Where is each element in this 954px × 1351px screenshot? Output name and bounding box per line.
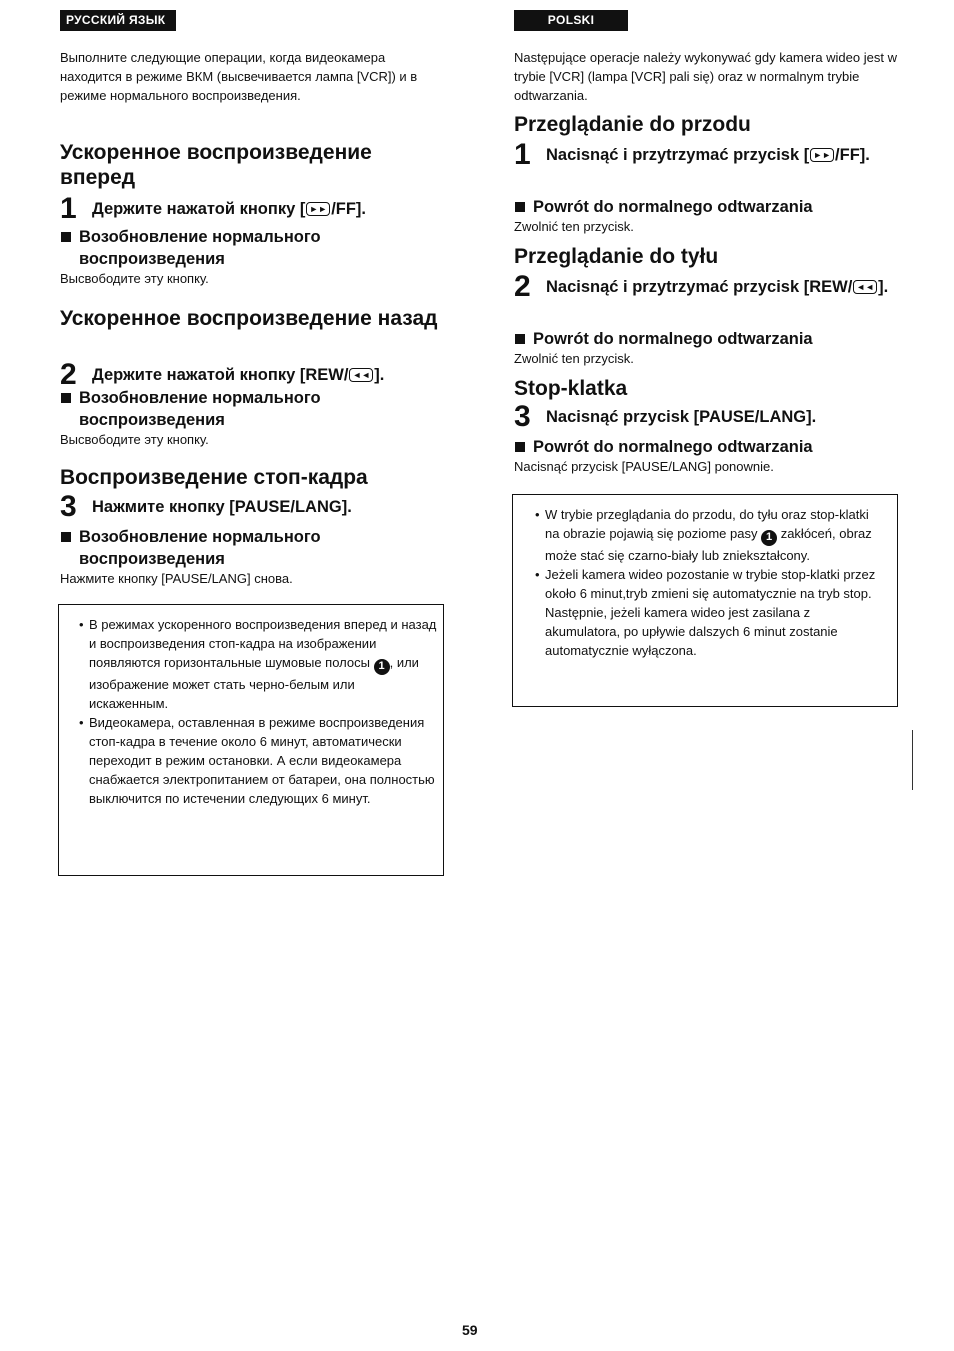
step-2	[514, 270, 900, 303]
resume-block-2	[60, 387, 446, 449]
section-title: Воспроизведение стоп-кадра	[60, 466, 368, 489]
resume-block-1	[60, 226, 446, 288]
section-fast-forward	[514, 112, 900, 137]
step-instruction: Держите нажатой кнопку [REW/ ◄◄ ].	[92, 366, 385, 384]
intro-text: Выполните следующие операции, когда видеокамера находится в режиме ВКМ (высвечивается лампа [VCR]) и в режиме нормального воспроизведения.	[60, 50, 418, 103]
step-instruction: Держите нажатой кнопку [ ►► /FF].	[92, 200, 367, 218]
page-number: 59	[462, 1322, 478, 1338]
fast-forward-icon: ►►	[810, 148, 834, 162]
resume-block-2	[514, 328, 900, 368]
margin-rule	[912, 730, 913, 790]
resume-title: Возобновление нормального воспроизведения	[79, 389, 321, 429]
fast-forward-icon: ►►	[306, 202, 330, 216]
section-title: Stop-klatka	[514, 377, 628, 400]
resume-block-3	[60, 526, 446, 588]
step-1	[60, 192, 446, 225]
step-number: 3	[60, 490, 77, 523]
section-title: Ускоренное воспроизведение вперед	[60, 141, 372, 189]
section-title: Przeglądanie do tyłu	[514, 245, 719, 268]
language-label-polish: POLSKI	[514, 10, 628, 31]
step-3	[514, 400, 900, 433]
section-fast-forward	[60, 140, 446, 190]
square-bullet-icon	[61, 393, 71, 403]
resume-text: Высвободите эту кнопку.	[60, 432, 209, 447]
marker-1-icon: 1	[761, 530, 777, 546]
rewind-icon: ◄◄	[349, 368, 373, 382]
note-item: • В режимах ускоренного воспроизведения вперед и назад и воспроизведения стоп-кадра на изображении появляются горизонтальные шумовые полосы 1 , или изображение может стать черно-белым или искаженным.	[79, 617, 437, 711]
intro-paragraph	[514, 48, 900, 105]
rewind-icon: ◄◄	[853, 280, 877, 294]
language-label-russian: РУССКИЙ ЯЗЫК	[60, 10, 176, 31]
intro-text: Następujące operacje należy wykonywać gdy kamera wideo jest w trybie [VCR] (lampa [VCR] pali się) oraz w normalnym trybie odtwarzania.	[514, 50, 897, 103]
section-still	[60, 465, 446, 490]
resume-block-3	[514, 436, 900, 476]
step-number: 3	[514, 400, 531, 433]
section-title: Przeglądanie do przodu	[514, 113, 751, 136]
resume-title: Возобновление нормального воспроизведения	[79, 528, 321, 568]
section-still	[514, 376, 900, 401]
square-bullet-icon	[61, 232, 71, 242]
resume-title: Powrót do normalnego odtwarzania	[533, 198, 813, 216]
step-2	[60, 358, 446, 391]
resume-text: Zwolnić ten przycisk.	[514, 351, 634, 366]
step-1	[514, 138, 900, 171]
step-instruction: Nacisnąć przycisk [PAUSE/LANG].	[546, 408, 817, 426]
resume-title: Возобновление нормального воспроизведения	[79, 228, 321, 268]
step-number: 2	[60, 358, 77, 391]
resume-title: Powrót do normalnego odtwarzania	[533, 330, 813, 348]
marker-1-icon: 1	[374, 659, 390, 675]
square-bullet-icon	[515, 202, 525, 212]
step-number: 1	[514, 138, 531, 171]
notes-box	[58, 604, 444, 876]
intro-paragraph	[60, 48, 446, 105]
note-item: • Jeżeli kamera wideo pozostanie w trybie stop-klatki przez około 6 minut,tryb zmieni się automatycznie na tryb stop. Następnie, jeżeli kamera wideo jest zasilana z akumulatora, po upływie dalszych 6 minut zostanie automatycznie wyłączona.	[535, 566, 876, 658]
note-item: • Видеокамера, оставленная в режиме воспроизведения стоп-кадра в течение около 6 минут, автоматически переходит в режим остановки. А если видеокамера снабжается электропитанием от батареи, она полностью выключится по истечении следующих 6 минут.	[79, 714, 435, 806]
step-number: 1	[60, 192, 77, 225]
step-instruction: Nacisnąć i przytrzymać przycisk [REW/ ◄◄ ].	[546, 278, 889, 296]
step-number: 2	[514, 270, 531, 303]
square-bullet-icon	[515, 442, 525, 452]
resume-title: Powrót do normalnego odtwarzania	[533, 438, 813, 456]
note-item: • W trybie przeglądania do przodu, do tyłu oraz stop-klatki na obrazie pojawią się poziome pasy 1 zakłóceń, obraz może stać się czarno-biały lub zniekształcony.	[535, 507, 872, 563]
resume-text: Высвободите эту кнопку.	[60, 271, 209, 286]
section-title: Ускоренное воспроизведение назад	[60, 307, 438, 330]
resume-block-1	[514, 196, 900, 236]
notes-box	[512, 494, 898, 707]
square-bullet-icon	[61, 532, 71, 542]
step-instruction: Нажмите кнопку [PAUSE/LANG].	[92, 498, 352, 516]
square-bullet-icon	[515, 334, 525, 344]
step-3	[60, 490, 446, 523]
section-rewind	[60, 306, 446, 331]
resume-text: Нажмите кнопку [PAUSE/LANG] снова.	[60, 571, 293, 586]
resume-text: Zwolnić ten przycisk.	[514, 219, 634, 234]
section-rewind	[514, 244, 900, 269]
step-instruction: Nacisnąć i przytrzymać przycisk [ ►► /FF].	[546, 146, 870, 164]
resume-text: Nacisnąć przycisk [PAUSE/LANG] ponownie.	[514, 459, 774, 474]
